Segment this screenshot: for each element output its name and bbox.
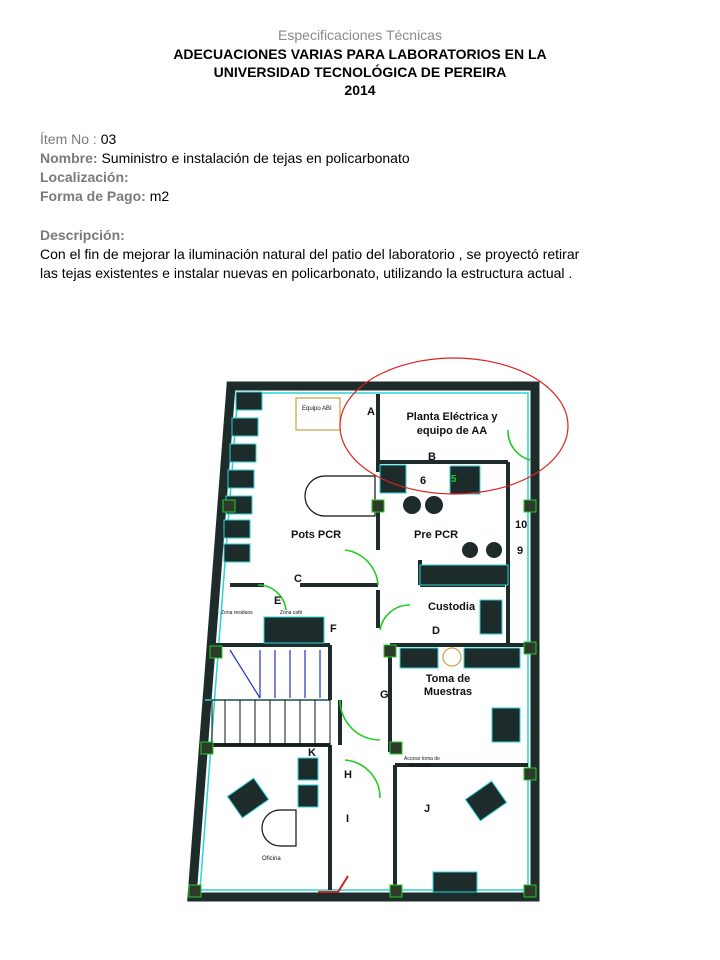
label-10: 10	[515, 519, 528, 531]
label-9: 9	[517, 545, 524, 557]
label-zona-cafe: Zona café	[280, 610, 303, 616]
stools	[403, 496, 502, 558]
label-a: A	[367, 406, 375, 418]
description-line-2: las tejas existentes e instalar nuevas en policarbonato, utilizando la estructura actual .	[40, 265, 573, 281]
label-f: F	[330, 623, 337, 635]
description-label: Descripción:	[40, 227, 125, 243]
title-year: 2014	[344, 82, 376, 98]
title-line-1: ADECUACIONES VARIAS PARA LABORATORIOS EN LA	[173, 46, 547, 62]
label-pre-pcr: Pre PCR	[414, 529, 459, 541]
label-6: 6	[420, 475, 427, 487]
item-number-value: 03	[100, 131, 117, 147]
label-j: J	[424, 803, 431, 815]
rotated-desks	[227, 778, 506, 821]
payment-label: Forma de Pago:	[40, 188, 146, 204]
label-i: I	[346, 813, 350, 825]
label-toma-1: Toma de	[425, 673, 471, 685]
label-k: K	[308, 747, 316, 759]
label-oficina: Oficina	[262, 856, 281, 862]
payment-value: m2	[149, 188, 170, 204]
title-line-2: UNIVERSIDAD TECNOLÓGICA DE PEREIRA	[213, 64, 507, 80]
label-g: G	[380, 689, 389, 701]
label-toma-2: Muestras	[423, 686, 473, 698]
description-line-1: Con el fin de mejorar la iluminación natural del patio del laboratorio , se proyectó retirar	[40, 246, 580, 262]
label-b: B	[428, 451, 436, 463]
label-c: C	[294, 573, 302, 585]
label-h: H	[344, 769, 352, 781]
label-e: E	[274, 595, 282, 607]
label-planta-2: equipo de AA	[416, 425, 488, 437]
label-d: D	[432, 625, 440, 637]
name-label: Nombre:	[40, 150, 98, 166]
blue-stair-lines	[230, 650, 320, 698]
document-subtitle: Especificaciones Técnicas	[278, 27, 442, 43]
item-number-label: Ítem No	[40, 131, 90, 147]
label-pots-pcr: Pots PCR	[291, 529, 342, 541]
label-5: 5	[451, 474, 457, 485]
label-zona-residuos: Zona residuos	[221, 610, 253, 616]
name-value: Suministro e instalación de tejas en policarbonato	[101, 150, 410, 166]
label-acceso-1: Acceso toma de	[404, 756, 440, 762]
staircase	[212, 700, 330, 745]
label-custodia: Custodia	[428, 601, 476, 613]
label-planta-1: Planta Eléctrica y	[406, 411, 498, 423]
label-acceso-2: muestras	[410, 763, 431, 769]
label-equipo-abi: Equipo ABI	[302, 406, 332, 412]
location-label: Localización:	[40, 169, 129, 185]
item-number-separator: :	[89, 131, 101, 147]
